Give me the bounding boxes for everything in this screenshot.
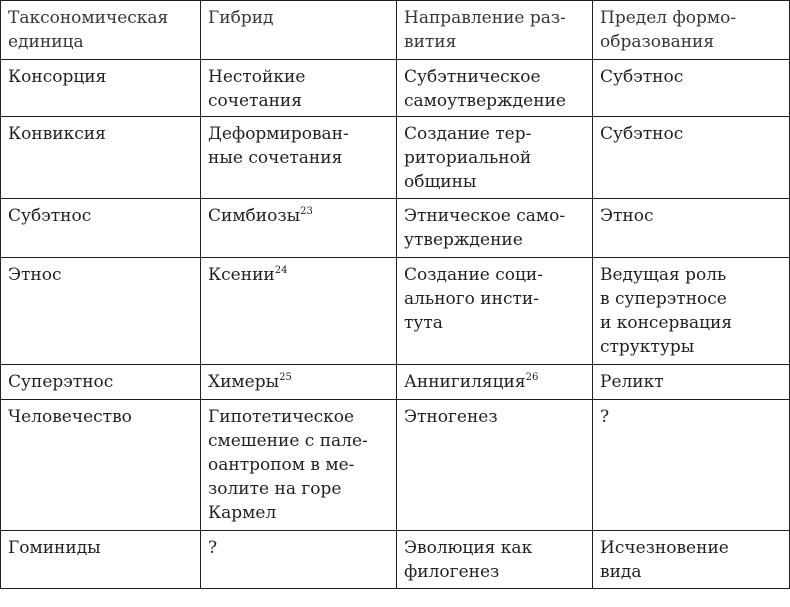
limit-cell: Этнос	[593, 199, 790, 258]
hybrid-cell	[201, 60, 397, 117]
direction-cell	[397, 117, 593, 199]
unit-cell: Консорция	[1, 60, 201, 117]
limit-cell: Реликт	[593, 365, 790, 400]
direction-text: Создание тер- риториальной общины	[404, 124, 532, 192]
hybrid-cell	[201, 531, 397, 589]
limit-cell: Исчезновение вида	[593, 531, 790, 589]
header-cell: Предел формо- образования	[593, 1, 790, 60]
header-row	[1, 1, 790, 60]
direction-cell	[397, 365, 593, 400]
direction-cell	[397, 60, 593, 117]
hybrid-text: Деформирован- ные сочетания	[208, 124, 349, 168]
hybrid-text: Гипотетическое смешение с пале- оантропом в ме- золите на горе Кармел	[208, 407, 368, 523]
hybrid-text: Химеры	[208, 372, 280, 392]
direction-text: Этногенез	[404, 407, 498, 427]
table-row	[1, 117, 790, 199]
direction-cell	[397, 258, 593, 365]
hybrid-text: ?	[208, 538, 218, 558]
footnote-ref: 25	[279, 372, 292, 383]
direction-text: Эволюция как филогенез	[404, 538, 533, 582]
unit-cell: Этнос	[1, 258, 201, 365]
hybrid-cell	[201, 117, 397, 199]
limit-cell: Ведущая роль в суперэтносе и консервация структуры	[593, 258, 790, 365]
hybrid-cell	[201, 199, 397, 258]
hybrid-cell	[201, 365, 397, 400]
header-cell: Гибрид	[201, 1, 397, 60]
table-row	[1, 199, 790, 258]
unit-cell: Конвиксия	[1, 117, 201, 199]
footnote-ref: 26	[525, 372, 539, 383]
hybrid-text: Симбиозы	[208, 206, 301, 226]
header-cell: Направление раз- вития	[397, 1, 593, 60]
table-row	[1, 531, 790, 589]
table-row	[1, 400, 790, 531]
direction-text: Аннигиляция	[404, 372, 526, 392]
table-row	[1, 60, 790, 117]
direction-cell	[397, 199, 593, 258]
hybrid-text: Ксении	[208, 265, 275, 285]
hybrid-text: Нестойкие сочетания	[208, 67, 306, 111]
footnote-ref: 24	[274, 265, 288, 276]
direction-text: Субэтническое самоутверждение	[404, 67, 566, 111]
table-row	[1, 258, 790, 365]
footnote-ref: 23	[300, 206, 313, 217]
hybrid-cell	[201, 258, 397, 365]
direction-cell	[397, 400, 593, 531]
hybrid-cell	[201, 400, 397, 531]
table-row	[1, 365, 790, 400]
unit-cell: Гоминиды	[1, 531, 201, 589]
unit-cell: Человечество	[1, 400, 201, 531]
limit-cell: ?	[593, 400, 790, 531]
unit-cell: Суперэтнос	[1, 365, 201, 400]
header-cell: Таксономическая единица	[1, 1, 201, 60]
limit-cell: Субэтнос	[593, 117, 790, 199]
direction-cell	[397, 531, 593, 589]
direction-text: Создание соци- ального инсти- тута	[404, 265, 544, 333]
unit-cell: Субэтнос	[1, 199, 201, 258]
limit-cell: Субэтнос	[593, 60, 790, 117]
direction-text: Этническое само- утверждение	[404, 206, 566, 250]
